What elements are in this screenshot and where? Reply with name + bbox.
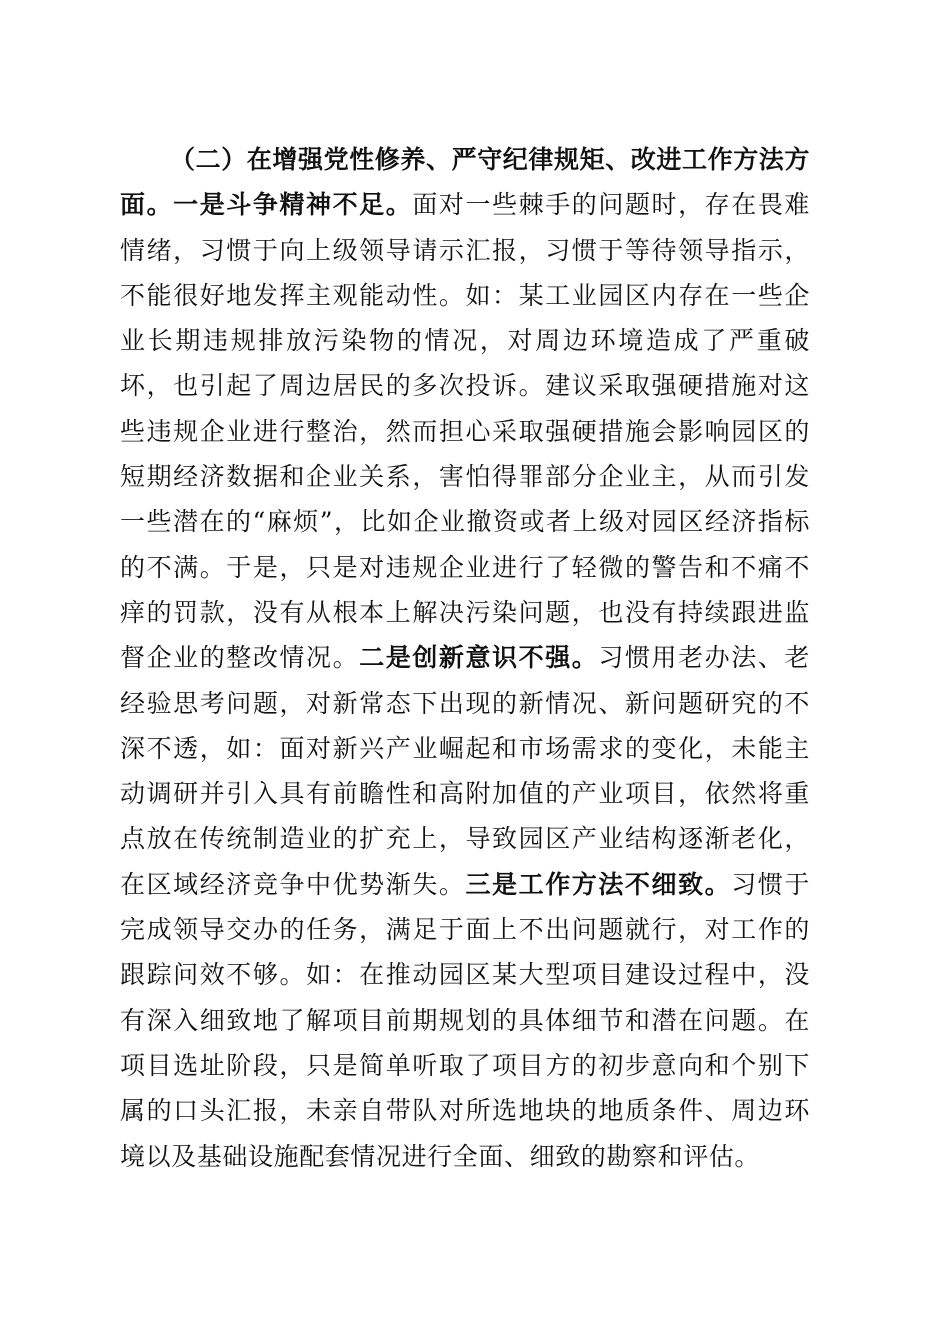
- point-2-body: 习惯用老办法、老经验思考问题，对新常态下出现的新情况、新问题研究的不深不透，如：面对新兴产业崛起和市场需求的变化，未能主动调研并引入具有前瞻性和高附加值的产业项目，依然将重点放在传统制造业的扩充上，导致园区产业结构逐渐老化，在区域经济竞争中优势渐失。: [120, 643, 811, 899]
- point-1-title: 一是斗争精神不足。: [173, 190, 413, 220]
- point-3-body: 习惯于完成领导交办的任务，满足于面上不出问题就行，对工作的跟踪问效不够。如：在推动园区某大型项目建设过程中，没有深入细致地了解项目前期规划的具体细节和潜在问题。在项目选址阶段，只是简单听取了项目方的初步意向和个别下属的口头汇报，未亲自带队对所选地块的地质条件、周边环境以及基础设施配套情况进行全面、细致的勘察和评估。: [120, 869, 810, 1171]
- point-1-body: 面对一些棘手的问题时，存在畏难情绪，习惯于向上级领导请示汇报，习惯于等待领导指示，不能很好地发挥主观能动性。如：某工业园区内存在一些企业长期违规排放污染物的情况，对周边环境造成了严重破坏，也引起了周边居民的多次投诉。建议采取强硬措施对这些违规企业进行整治，然而担心采取强硬措施会影响园区的短期经济数据和企业关系，害怕得罪部分企业主，从而引发一些潜在的“麻烦”，比如企业撤资或者上级对园区经济指标的不满。于是，只是对违规企业进行了轻微的警告和不痛不痒的罚款，没有从根本上解决污染问题，也没有持续跟进监督企业的整改情况。: [120, 190, 810, 673]
- point-2-title: 二是创新意识不强。: [359, 643, 599, 673]
- point-3-title: 三是工作方法不细致。: [465, 869, 732, 899]
- section-heading: （二）在增强党性修养、严守纪律规矩、改进工作方法方面。: [120, 145, 811, 220]
- body-paragraph: [120, 137, 810, 1179]
